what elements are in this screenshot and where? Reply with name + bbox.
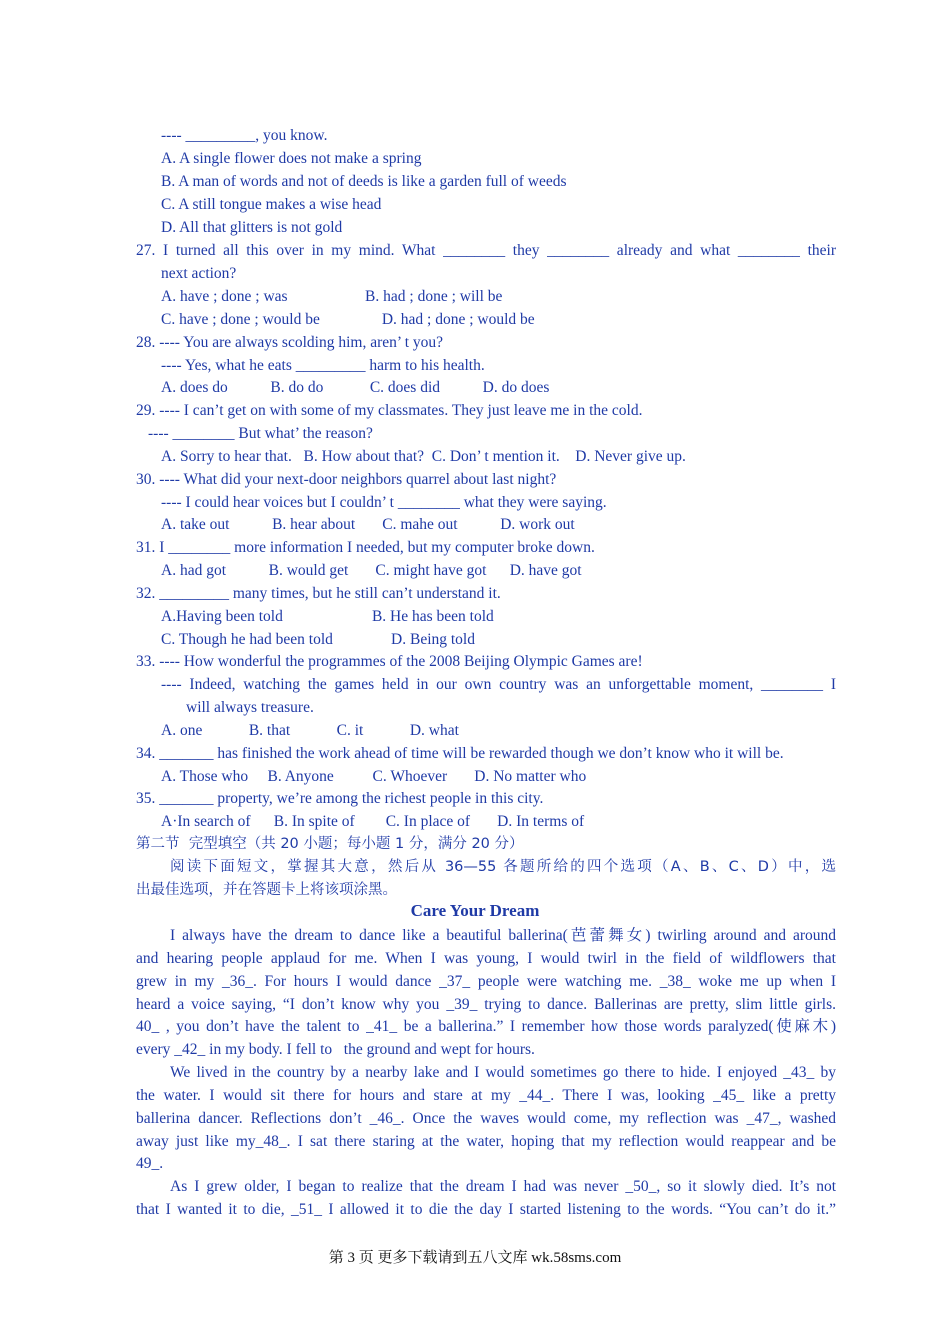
text-line: C. A still tongue makes a wise head: [161, 196, 382, 213]
passage-line: grew in my _36_. For hours I would dance _37_ people were watching me. _38_ woke me up when I: [136, 973, 836, 990]
passage-line: heard a voice saying, “I don’t know why you _39_ trying to dance. Ballerinas are pretty, slim little girls.: [136, 996, 836, 1013]
question-32: 32. _________ many times, but he still can’t understand it.: [136, 585, 501, 602]
question-28: 28. ---- You are always scolding him, aren’ t you?: [136, 334, 444, 351]
passage-line: I always have the dream to dance like a beautiful ballerina(芭蕾舞女) twirling around and around: [170, 927, 836, 944]
text-line: ---- Yes, what he eats _________ harm to his health.: [161, 357, 485, 374]
passage-line: We lived in the country by a nearby lake and I would sometimes go there to hide. I enjoyed _43_ by: [170, 1064, 836, 1081]
passage-line: ballerina dancer. Reflections don’t _46_. Once the waves would come, my reflection was _47_, washed: [136, 1110, 836, 1127]
passage-line: As I grew older, I began to realize that the dream I had was never _50_, so it slowly died. It’s not: [170, 1178, 836, 1195]
passage-line: the water. I would sit there for hours and stare at my _44_. There I was, looking _45_ like a pretty: [136, 1087, 836, 1104]
option-line: A. had got B. would get C. might have got D. have got: [161, 562, 582, 579]
option-line: A. take out B. hear about C. mahe out D. work out: [161, 516, 575, 533]
text-line: will always treasure.: [186, 699, 314, 716]
text-line: B. A man of words and not of deeds is like a garden full of weeds: [161, 173, 567, 190]
text-line: next action?: [161, 265, 237, 282]
text-line: ---- Indeed, watching the games held in our own country was an unforgettable moment, ________ I: [161, 676, 836, 693]
instructions-line: 阅读下面短文，掌握其大意，然后从 36—55 各题所给的四个选项（A、B、C、D）中，选: [170, 859, 836, 875]
question-35: 35. _______ property, we’re among the richest people in this city.: [136, 790, 544, 807]
passage-line: that I wanted it to die, _51_ I allowed it to die the day I started listening to the words. “You can’t do it.”: [136, 1201, 836, 1218]
page-footer: 第 3 页 更多下载请到五八文库 wk.58sms.com: [328, 1250, 622, 1266]
text-line: ---- ________ But what’ the reason?: [148, 425, 373, 442]
question-34: 34. _______ has finished the work ahead of time will be rewarded though we don’t know who it will be.: [136, 745, 784, 762]
question-30: 30. ---- What did your next-door neighbors quarrel about last night?: [136, 471, 557, 488]
question-29: 29. ---- I can’t get on with some of my classmates. They just leave me in the cold.: [136, 402, 643, 419]
option-line: A. does do B. do do C. does did D. do does: [161, 379, 550, 396]
option-line: A. Those who B. Anyone C. Whoever D. No matter who: [161, 768, 587, 785]
passage-line: 49_.: [136, 1155, 164, 1172]
option-line: A·In search of B. In spite of C. In place of D. In terms of: [161, 813, 585, 830]
option-line: A. have ; done ; was B. had ; done ; will be: [161, 288, 503, 305]
text-line: D. All that glitters is not gold: [161, 219, 343, 236]
section-heading: 第二节 完型填空（共 20 小题；每小题 1 分，满分 20 分）: [136, 836, 524, 852]
option-line: C. Though he had been told D. Being told: [161, 631, 475, 648]
passage-line: 40_ , you don’t have the talent to _41_ be a ballerina.” I remember how those words paralyzed(使麻木): [136, 1018, 836, 1035]
text-line: ---- I could hear voices but I couldn’ t ________ what they were saying.: [161, 494, 607, 511]
text-line: ---- _________, you know.: [161, 127, 328, 144]
option-line: A.Having been told B. He has been told: [161, 608, 494, 625]
question-33: 33. ---- How wonderful the programmes of the 2008 Beijing Olympic Games are!: [136, 653, 643, 670]
passage-line: and hearing people applaud for me. When I was young, I would twirl in the field of wildflowers that: [136, 950, 836, 967]
passage-line: away just like my_48_. I sat there staring at the water, hoping that my reflection would reappear and be: [136, 1133, 836, 1150]
option-line: A. Sorry to hear that. B. How about that? C. Don’ t mention it. D. Never give up.: [161, 448, 686, 465]
option-line: C. have ; done ; would be D. had ; done ; would be: [161, 311, 535, 328]
instructions-line: 出最佳选项，并在答题卡上将该项涂黑。: [136, 882, 397, 898]
passage-line: every _42_ in my body. I fell to the ground and wept for hours.: [136, 1041, 535, 1058]
question-31: 31. I ________ more information I needed, but my computer broke down.: [136, 539, 595, 556]
text-line: A. A single flower does not make a spring: [161, 150, 422, 167]
question-27: 27. I turned all this over in my mind. What ________ they ________ already and what ________ their: [136, 242, 836, 259]
option-line: A. one B. that C. it D. what: [161, 722, 459, 739]
passage-title: Care Your Dream: [410, 901, 540, 920]
